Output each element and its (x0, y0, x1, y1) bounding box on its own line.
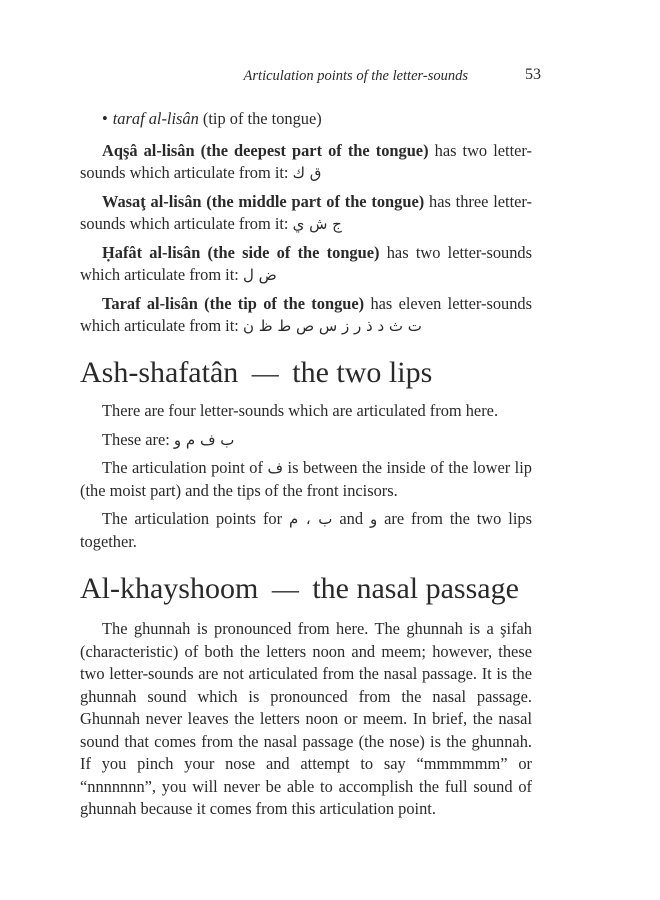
text-points-pre: The articulation points for (102, 509, 283, 528)
heading-ash-shafatan-main: Ash-shafatân (80, 356, 239, 389)
paragraph-fa (80, 457, 532, 502)
term-taraf: Taraf al-lisân (the tip of the tongue) (102, 293, 365, 313)
arabic-hafat: ض ل (242, 266, 277, 284)
arabic-ba-meem: ب ، م (288, 510, 333, 528)
bullet-term: taraf al-lisân (112, 109, 199, 128)
text-aqsa: has two letter-sounds which articulate from it: (80, 140, 532, 182)
running-head-title: Articulation points of the letter-sounds (243, 68, 468, 84)
term-aqsa: Aqşâ al-lisân (the deepest part of the tongue) (102, 140, 429, 160)
term-wasat: Wasaţ al-lisân (the middle part of the tongue) (102, 191, 425, 211)
heading-al-khayshoom-main: Al-khayshoom (80, 572, 259, 605)
section-tongue-parts (80, 108, 532, 338)
heading-dash: — (245, 358, 286, 388)
heading-ash-shafatan (80, 356, 432, 390)
text-taraf: has eleven letter-sounds which articulate from it: (80, 293, 532, 335)
term-hafat: Ḥafât al-lisân (the side of the tongue) (102, 242, 380, 262)
arabic-waw: و (369, 510, 378, 528)
section-nasal-passage (80, 618, 532, 821)
bullet-text: (tip of the tongue) (202, 109, 322, 128)
paragraph-aqsa (80, 140, 532, 185)
arabic-taraf: ت ث د ذ ر ز س ص ط ظ ن (242, 317, 422, 335)
paragraph-wasat (80, 191, 532, 236)
bullet-item (80, 108, 532, 131)
paragraph-ba-meem-waw (80, 508, 532, 553)
heading-ash-shafatan-sub: the two lips (292, 356, 433, 389)
arabic-wasat: ج ش ي (292, 215, 342, 233)
arabic-aqsa: ق ك (292, 164, 322, 182)
heading-al-khayshoom (80, 572, 519, 606)
paragraph-lips-letters (80, 429, 532, 452)
text-fa-post: is between the inside of the lower lip (the moist part) and the tips of the front incisors. (80, 458, 532, 500)
paragraph-ghunnah: The ghunnah is pronounced from here. The ghunnah is a şifah (characteristic) of both the letters noon and meem; however, these two letter-sounds are not articulated from the nasal passage. It is the ghunnah sound which is pronounced from the nasal passage. Ghunnah never leaves the letters noon or meem. In brief, the nasal sound that comes from the nasal passage (the nose) is the ghunnah. If you pinch your nose and attempt to say “mmmmmm” or “nnnnnnn”, you will never be able to accomplish the full sound of ghunnah because it comes from this articulation point. (80, 619, 532, 818)
section-two-lips (80, 400, 532, 553)
text-wasat: has three letter-sounds which articulate from it: (80, 191, 532, 233)
heading-al-khayshoom-sub: the nasal passage (312, 572, 519, 605)
text-fa-pre: The articulation point of (102, 458, 263, 477)
text-points-post: are from the two lips together. (80, 509, 532, 551)
text-hafat: has two letter-sounds which articulate from it: (80, 242, 532, 284)
paragraph-lips-intro: There are four letter-sounds which are articulated from here. (102, 401, 499, 420)
running-head (0, 66, 660, 90)
page-number: 53 (525, 66, 541, 83)
text-and: and (339, 509, 364, 528)
text-these-are: These are: (102, 429, 170, 449)
arabic-fa: ف (267, 459, 284, 477)
paragraph-taraf (80, 293, 532, 338)
heading-dash: — (265, 574, 306, 604)
paragraph-hafat (80, 242, 532, 287)
arabic-lip-letters: ب ف م و (173, 430, 235, 449)
bullet-dot: • (102, 109, 108, 128)
